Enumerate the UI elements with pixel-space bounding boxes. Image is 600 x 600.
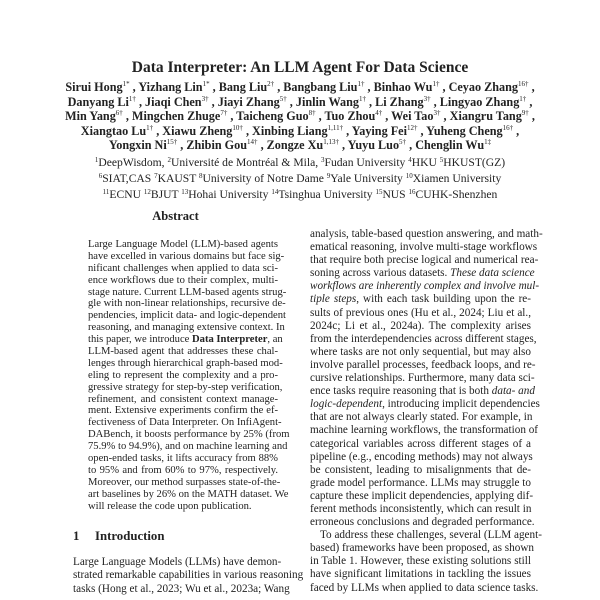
author-name: Yaying Fei — [351, 123, 407, 138]
author-name: Sirui Hong — [65, 80, 123, 94]
affiliation-name: Hohai University — [188, 187, 272, 201]
text-line — [88, 334, 283, 346]
author-name: Min Yang — [65, 109, 116, 124]
author-affiliation-mark: 14† — [247, 138, 258, 147]
affiliation-name: HKU — [411, 156, 440, 169]
author-name: Xiawu Zheng — [162, 123, 233, 138]
author-name: Xiangru Tang — [449, 109, 522, 124]
text-line: have excelled in various domains but face sig- — [88, 250, 285, 262]
text-line: ment. Extensive experiments confirm the ef- — [88, 405, 278, 417]
affiliation-name: DeepWisdom, — [98, 156, 168, 169]
text-span: Data Interpreter — [192, 334, 268, 346]
section-heading-introduction — [73, 529, 164, 544]
text-line: from the interdependencies across different stages, — [310, 332, 537, 345]
author-name: Wei Tao — [391, 109, 434, 124]
affiliation-number: 3 — [321, 156, 325, 164]
affiliation-name: ECNU — [109, 187, 144, 201]
text-line: Moreover, our method surpasses state-of-the- — [88, 476, 281, 488]
affiliation-number: 14 — [271, 187, 279, 196]
text-span: this paper, we introduce — [88, 334, 193, 346]
text-line: art baselines by 26% on the MATH dataset. We — [88, 488, 289, 500]
affiliation-name: Tsinghua University — [278, 187, 376, 201]
author-name: Zhibin Gou — [186, 138, 248, 153]
text-line: stage nature. Current LLM-based agents strug- — [88, 286, 287, 298]
text-line: 75.9% to 94.9%), and on machine learning and — [88, 441, 288, 453]
author-line: Danyang $Li^{1\dagger}$ , Jiaqi Chen$^{3\dagger}$ , Jiayi Zhang$^{5\dagger}$ , Jinlin Wang$^{1\dagger}$ , Li Zhang$^{3\dagger}$ , Lingyao Zhang$^{1\dagger}$ , — [67, 94, 533, 109]
introduction-body — [73, 556, 304, 596]
author-name: Lingyao Zhang — [439, 94, 520, 109]
text-line: that require both precise logical and numerical rea- — [310, 254, 539, 267]
affiliation-number: 7 — [154, 171, 158, 180]
text-line: ence workflows due to their complex, multi- — [88, 274, 278, 286]
text-line: pipeline (e.g., encoding methods) may not always — [310, 450, 533, 463]
text-span: , with each task building upon the re- — [356, 293, 531, 306]
author-name: Ceyao Zhang — [448, 80, 519, 94]
text-line: faced by LLMs when applied to data science tasks. — [310, 581, 539, 594]
text-span: tiple steps — [310, 293, 357, 306]
text-line: cursive relationships. Furthermore, many data sci- — [310, 372, 535, 385]
author-affiliation-mark: 1† — [357, 80, 365, 88]
author-affiliation-mark: 1† — [128, 94, 136, 103]
affiliation-line — [20, 155, 580, 171]
author-affiliation-mark: 7† — [220, 109, 228, 118]
section-number: 1 — [73, 529, 80, 543]
text-line: ematical reasoning, involve multi-stage workflows — [310, 241, 538, 254]
author-name: Bangbang Liu — [283, 80, 358, 94]
text-line: 2024c; Li et al., 2024a). The complexity arises — [310, 319, 531, 332]
text-line: sults of previous ones (Hu et al., 2024; Liu et al., — [310, 306, 531, 319]
text-line — [310, 267, 535, 280]
affiliation-name: CUHK-Shenzhen — [415, 187, 498, 201]
author-affiliation-mark: 16† — [518, 80, 529, 88]
author-affiliation-mark: 1,11† — [327, 123, 344, 132]
author-name: Danyang Li — [67, 94, 129, 109]
author-affiliation-mark: 5† — [279, 94, 287, 103]
affiliation-number: 10 — [405, 171, 413, 180]
author-name: Li Zhang — [375, 94, 424, 109]
text-span: , an — [267, 334, 283, 346]
text-line — [310, 280, 540, 293]
author-affiliation-mark: 3† — [201, 94, 209, 103]
affiliation-number: 5 — [439, 156, 444, 164]
author-name: Jiayi Zhang — [217, 94, 280, 109]
author-name: Xinbing Liang — [252, 123, 328, 138]
text-line: machine learning workflows, the transformation of — [310, 424, 539, 437]
author-affiliation-mark: 10† — [232, 123, 243, 132]
text-line: that are not always clearly stated. For example, in — [310, 411, 533, 424]
affiliation-name: Yale University — [330, 171, 406, 185]
author-name: Mingchen Zhuge — [131, 109, 221, 124]
affiliation-number: 1 — [94, 156, 99, 164]
text-line: to 95% and from 60% to 97%, respectively. — [88, 464, 278, 476]
affiliation-number: 16 — [408, 187, 416, 196]
affiliation-name: SIAT,CAS — [102, 171, 155, 185]
text-span: logic-dependent — [310, 398, 383, 411]
author-affiliation-mark: 1* — [122, 80, 130, 88]
affiliation-line — [20, 171, 580, 187]
author-affiliation-mark: 1† — [358, 94, 366, 103]
author-affiliation-mark: 6† — [115, 109, 123, 118]
author-name: Bang Liu — [218, 80, 268, 94]
text-line: pendencies, implicit data- and logic-dependent — [88, 310, 286, 322]
text-line: ferent methods inconsistently, which can result in — [310, 502, 532, 515]
affiliation-number: 12 — [143, 187, 151, 196]
text-span: soning across various datasets. — [310, 267, 451, 280]
author-affiliation-mark: 3† — [423, 94, 431, 103]
text-span: These data science — [450, 267, 535, 280]
author-line: Min Yang$^{6\dagger}$ , Mingchen Zhuge$^{7\dagger}$ , Taicheng Guo$^{8\dagger}$ , Tuo Zhou$^{4\dagger}$ , Wei Tao$^{3\dagger}$ , Xiangru Tang$^{9\dagger}$ , — [65, 109, 535, 124]
text-line: based) frameworks have been proposed, as shown — [310, 542, 534, 555]
affiliation-number: 8 — [199, 171, 203, 180]
text-line: involve parallel processes, feedback loops, and re- — [310, 358, 536, 371]
author-affiliation-mark: 1† — [432, 80, 440, 88]
author-name: Taicheng Guo — [236, 109, 309, 124]
author-affiliation-mark: 1‡ — [484, 138, 492, 147]
text-line: lenges through hierarchical graph-based mod- — [88, 357, 283, 369]
author-affiliation-mark: 1* — [202, 80, 210, 88]
author-name: Xiangtao Lu — [80, 123, 147, 138]
affiliation-number: 13 — [181, 187, 189, 196]
author-affiliation-mark: 8† — [308, 109, 316, 118]
text-line: tasks (Hong et al., 2023; Wu et al., 2023a; Wang — [73, 582, 290, 595]
author-name: Jiaqi Chen — [145, 94, 202, 109]
affiliation-name: HKUST(GZ) — [443, 156, 506, 169]
text-line: nificant challenges when applied to data sci- — [88, 262, 278, 274]
author-name: Chenglin Wu — [415, 138, 485, 153]
text-line: capture these implicit dependencies, applying dif- — [310, 489, 534, 502]
text-line: strated remarkable capabilities in various reasoning — [73, 569, 304, 582]
affiliation-list — [20, 155, 580, 202]
text-line — [310, 293, 531, 306]
author-line: Yongxin $Ni^{15\dagger}$ , Zhibin Gou$^{14\dagger}$ , Zongze $Xu^{1,13\dagger}$ , Yuyu Luo$^{5\dagger}$ , Chenglin $Wu^{1\ddagger}$ — [108, 138, 492, 153]
author-affiliation-mark: 15† — [166, 138, 178, 147]
affiliation-number: 9 — [326, 171, 331, 180]
affiliation-number: 11 — [102, 187, 110, 196]
author-name: Yuheng Cheng — [426, 123, 503, 138]
author-line: Xiangtao $Lu^{1\dagger}$ , Xiawu Zheng$^{10\dagger}$ , Xinbing Liang$^{1,11\dagger}$ , Yaying Fei$^{12\dagger}$ , Yuheng Cheng$^{16\dagger}$ , — [80, 123, 520, 138]
author-name: Yongxin Ni — [108, 138, 167, 153]
text-line: categorical variables across different stages of a — [310, 437, 531, 450]
text-line — [310, 398, 540, 411]
affiliation-line — [20, 187, 580, 203]
author-affiliation-mark: 2† — [267, 80, 275, 88]
text-line: Large Language Models (LLMs) have demon- — [73, 556, 282, 568]
section-title: Introduction — [95, 529, 165, 543]
text-span: data- and — [491, 385, 535, 398]
author-affiliation-mark: 12† — [406, 123, 418, 132]
affiliation-name: KAUST — [157, 171, 199, 185]
author-affiliation-mark: 4† — [375, 109, 383, 118]
abstract-body — [88, 239, 290, 512]
author-affiliation-mark: 3† — [433, 109, 441, 118]
affiliation-number: 2 — [167, 156, 171, 164]
text-line: open-ended tasks, it lifts accuracy from 88% — [88, 453, 278, 465]
right-column-body — [310, 228, 543, 595]
text-line: refinement, and consistent context manage- — [88, 393, 278, 405]
text-line: Large Language Model (LLM)-based agents — [88, 239, 278, 250]
text-line: gressive strategy for step-by-step verification, — [88, 381, 283, 393]
author-name: Zongze Xu — [266, 138, 324, 153]
paper-title: Data Interpreter: An LLM Agent For Data Science — [131, 59, 469, 76]
text-line: where tasks are not only sequential, but may also — [310, 345, 531, 358]
text-line: have significant limitations in tackling the issues — [310, 568, 531, 581]
text-line: eling to represent the complexity and a pro- — [88, 369, 278, 381]
author-name: Tuo Zhou — [324, 109, 376, 124]
author-affiliation-mark: 16† — [502, 123, 514, 132]
author-name: Jinlin Wang — [295, 94, 359, 109]
text-line: will release the code upon publication. — [88, 500, 252, 512]
author-name: Yizhang Lin — [138, 80, 203, 94]
text-span: ence tasks require reasoning that is both — [310, 385, 492, 398]
affiliation-name: Université de Montréal & Mila, — [170, 156, 322, 169]
affiliation-name: BJUT — [150, 187, 182, 201]
affiliation-number: 6 — [98, 171, 103, 180]
text-line: grade model performance. LLMs may struggle to — [310, 476, 531, 489]
affiliation-name: University of Notre Dame — [202, 171, 327, 185]
text-line: To address these challenges, several (LLM agent- — [320, 529, 542, 542]
text-line: fectiveness of Data Interpreter. On InfiAgent- — [88, 417, 282, 429]
text-line: be consistent, leading to misalignments that de- — [310, 463, 531, 476]
author-affiliation-mark: 1† — [519, 94, 527, 103]
abstract-heading: Abstract — [152, 209, 199, 223]
author-affiliation-mark: 5† — [399, 138, 407, 147]
text-line — [310, 385, 535, 398]
text-span: workflows are inherently complex and involve mul- — [310, 280, 540, 293]
text-line: analysis, table-based question answering, and math- — [310, 228, 543, 240]
text-span: , introducing implicit dependencies — [382, 398, 540, 411]
author-name: Yuyu Luo — [347, 138, 400, 153]
author-list — [20, 80, 580, 153]
author-name: Binhao Wu — [373, 80, 433, 94]
affiliation-number: 15 — [375, 187, 383, 196]
text-line: in Table 1. However, these existing solutions still — [310, 555, 531, 568]
author-line: Sirui Hong$^{1*}$ , Yizhang Lin$^{1*}$ , Bang Liu$^{2\dagger}$ , Bangbang Liu$^{1\dagger}$ , Binhao $Wu^{1\dagger}$ , Ceyao Zhang$^{16\dagger}$ , — [65, 80, 535, 94]
affiliation-name: NUS — [382, 187, 409, 201]
affiliation-number: 4 — [408, 156, 412, 164]
affiliation-name: Fudan University — [324, 156, 409, 169]
text-line: gle with non-linear relationships, recursive de- — [88, 298, 286, 310]
affiliation-name: Xiamen University — [412, 171, 502, 185]
text-line: reasoning, and managing extensive context. In — [88, 322, 285, 334]
text-line: erroneous conclusions and degraded performance. — [310, 516, 535, 529]
author-affiliation-mark: 1,13† — [323, 138, 339, 147]
text-line: DABench, it boosts performance by 25% (from — [88, 429, 290, 441]
author-affiliation-mark: 9† — [521, 109, 529, 118]
author-affiliation-mark: 1† — [146, 123, 154, 132]
text-line: LLM-based agent that addresses these chal- — [88, 346, 278, 358]
